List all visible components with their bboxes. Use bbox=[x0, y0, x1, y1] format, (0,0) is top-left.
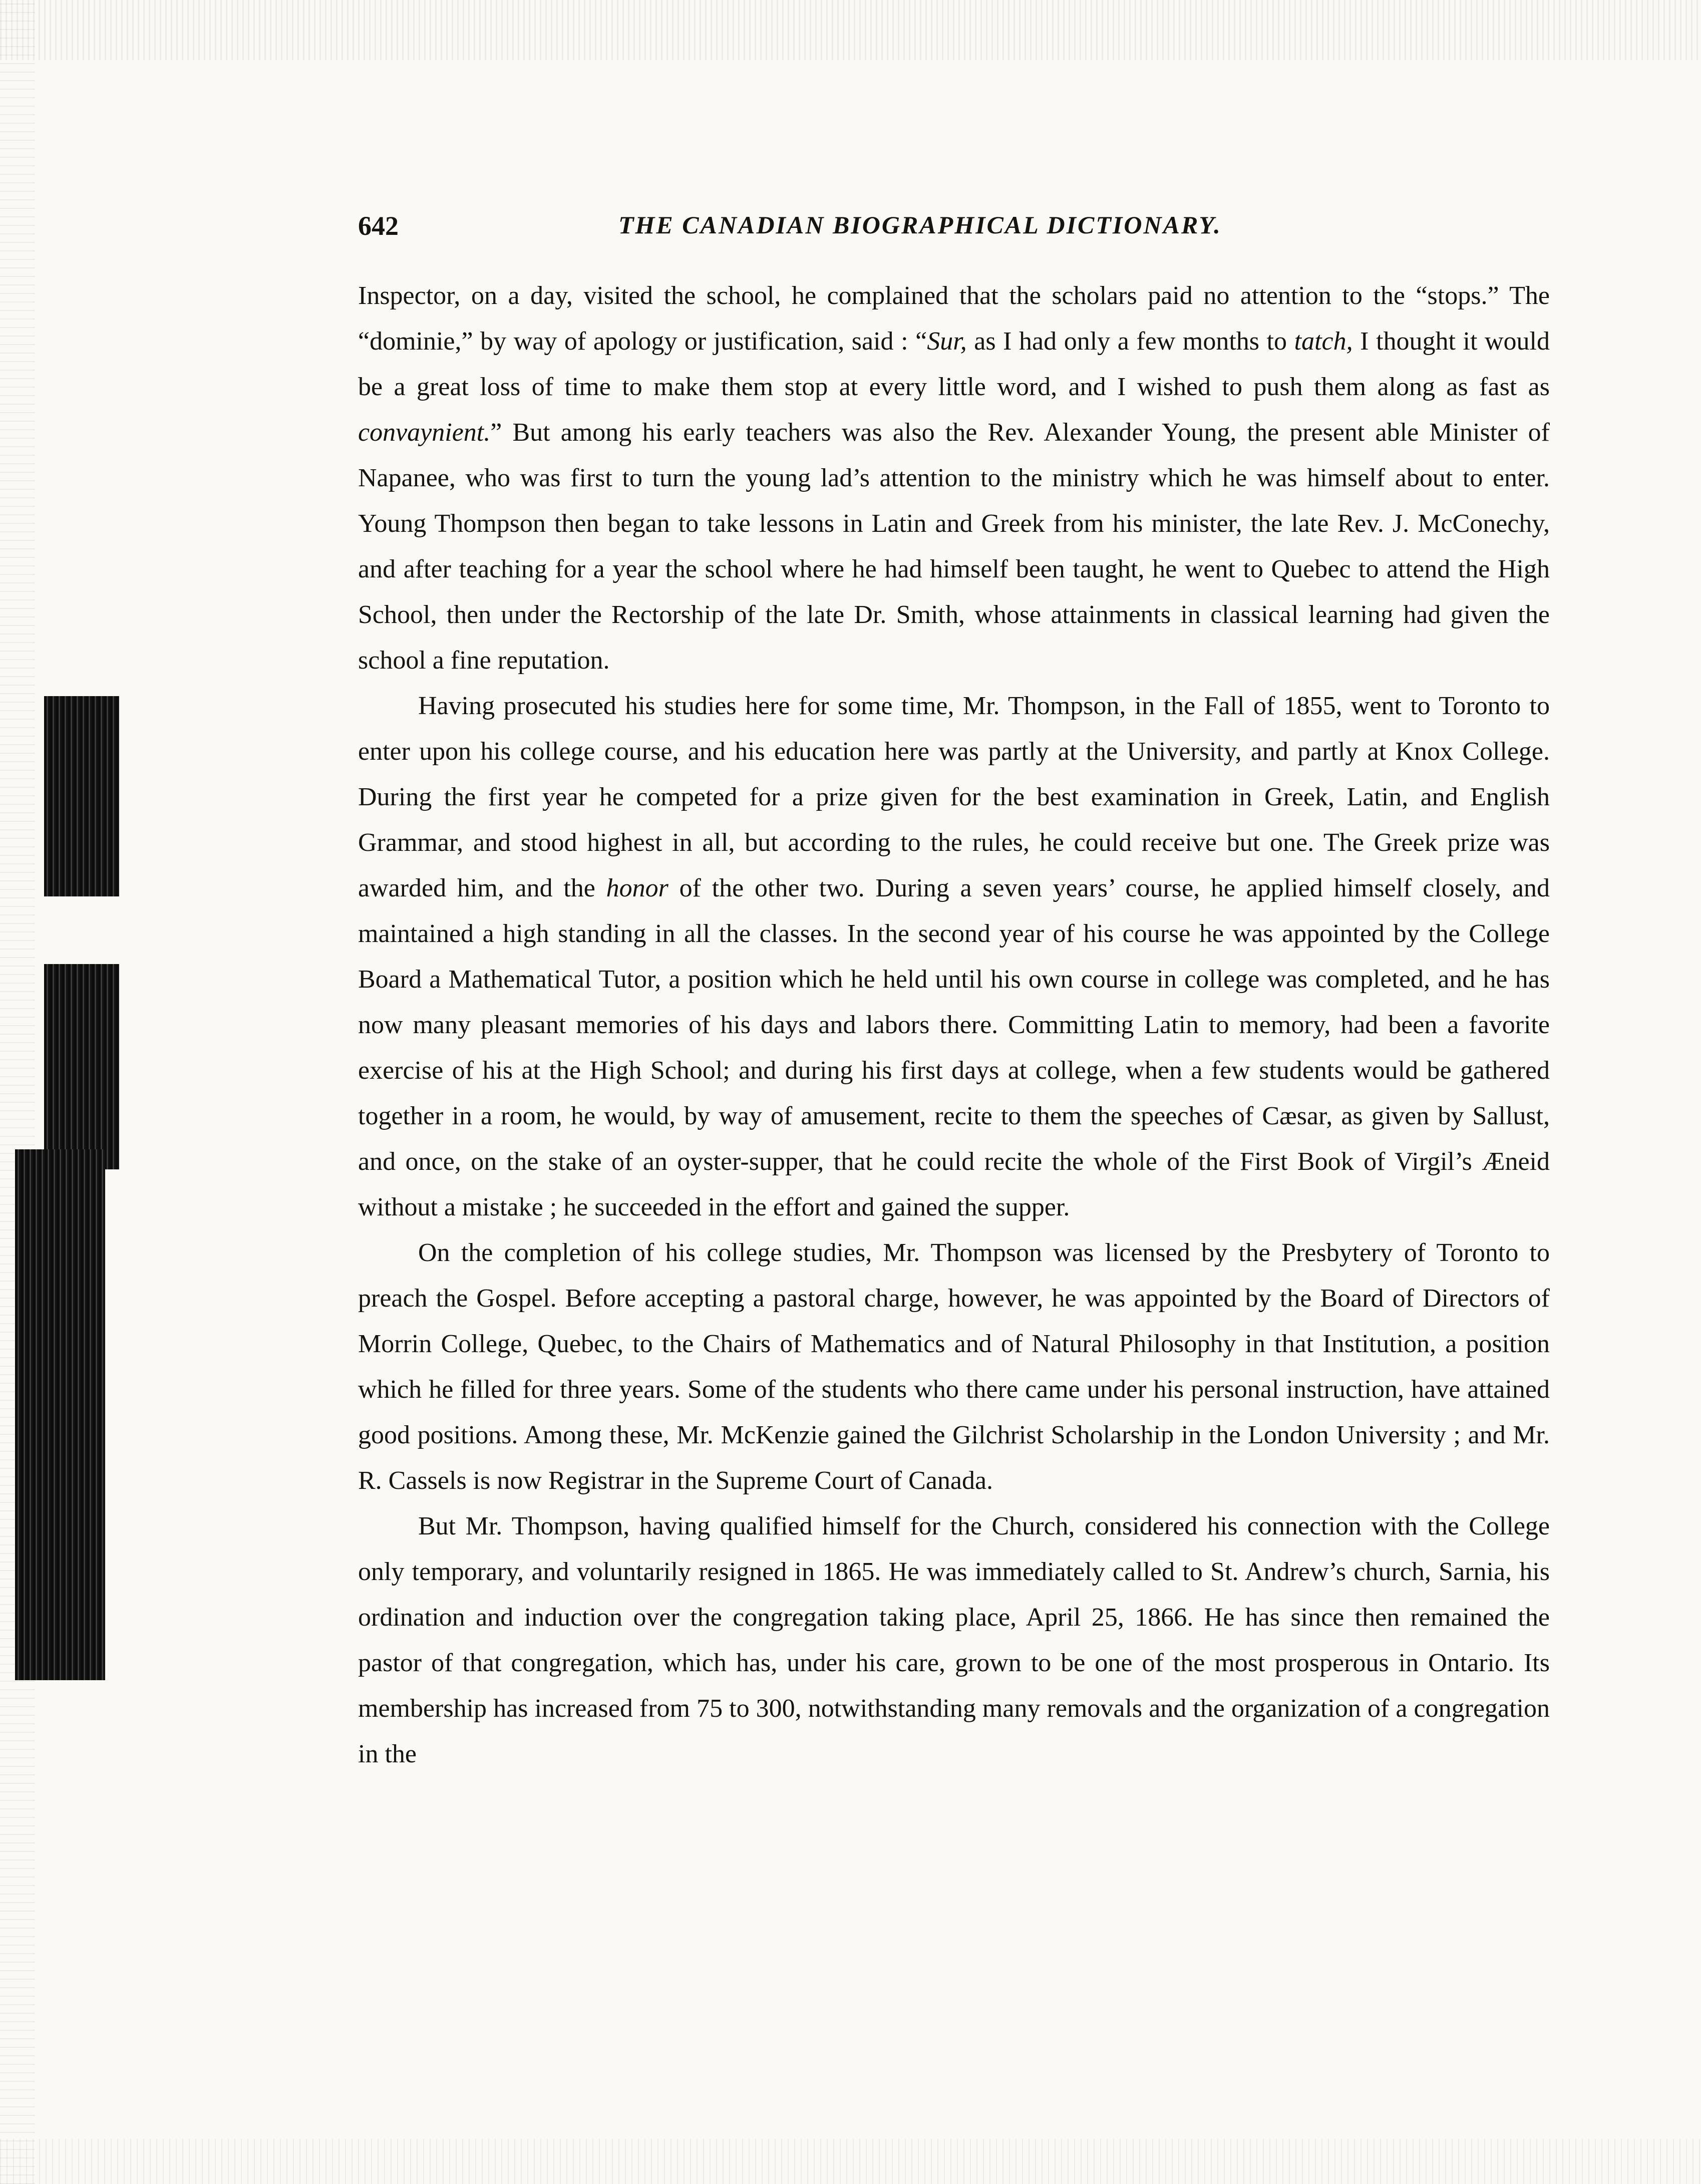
paragraph bbox=[358, 273, 1550, 683]
text-run: I thought it would be a great loss of time to make them stop at every little word, and I wished to push them along as fast as bbox=[358, 327, 1550, 401]
scan-noise-bottom bbox=[0, 2139, 1701, 2184]
binding-strip bbox=[44, 696, 119, 896]
italic-run: convaynient. bbox=[358, 418, 491, 447]
text-run: of the other two. During a seven years’ course, he applied himself closely, and maintained a high standing in all the classes. In the second year of his course he was appointed by the College Board a Mathematical Tutor, a position which he held until his own course in college was completed, and he has now many pleasant memories of his days and labors there. Committing Latin to memory, had been a favorite exercise of his at the High School; and during his first days at college, when a few students would be gathered together in a room, he would, by way of amusement, recite to them the speeches of Cæsar, as given by Sallust, and once, on the stake of an oyster-supper, that he could recite the whole of the First Book of Virgil’s Æneid without a mistake ; he succeeded in the effort and gained the supper. bbox=[358, 874, 1550, 1221]
scan-noise-left bbox=[0, 0, 35, 2184]
scan-noise-top bbox=[0, 0, 1701, 60]
paragraph bbox=[358, 1503, 1550, 1777]
body-text bbox=[358, 273, 1550, 1777]
text-run: Inspector, on a day, visited the school, he complained that the scholars paid no attention to the “stops.” The “dominie,” by way of apology or justification, said : “ bbox=[358, 281, 1550, 356]
text-run: ” But among his early teachers was also the Rev. Alexander Young, the present able Minister of Napanee, who was first to turn the young lad’s attention to the ministry which he was himself about to enter. Young Thompson then began to take lessons in Latin and Greek from his minister, the late Rev. J. McConechy, and after teaching for a year the school where he had himself been taught, he went to Quebec to attend the High School, then under the Rectorship of the late Dr. Smith, whose attainments in classical learning had given the school a fine reputation. bbox=[358, 418, 1550, 675]
text-run: Having prosecuted his studies here for some time, Mr. Thompson, in the Fall of 1855, went to Toronto to enter upon his college course, and his education here was partly at the University, and partly at Knox College. During the first year he competed for a prize given for the best examination in Greek, Latin, and English Grammar, and stood highest in all, but according to the rules, he could receive but one. The Greek prize was awarded him, and the bbox=[358, 692, 1550, 902]
paragraph bbox=[358, 683, 1550, 1230]
text-run: On the completion of his college studies, Mr. Thompson was licensed by the Presbytery of Toronto to preach the Gospel. Before accepting a pastoral charge, however, he was appointed by the Board of Directors of Morrin College, Quebec, to the Chairs of Mathematics and of Natural Philosophy in that Institution, a position which he filled for three years. Some of the students who there came under his personal instruction, have attained good positions. Among these, Mr. McKenzie gained the Gilchrist Scholarship in the London University ; and Mr. R. Cassels is now Registrar in the Supreme Court of Canada. bbox=[358, 1238, 1550, 1495]
text-run: as I had only a few months to bbox=[966, 327, 1294, 356]
running-header bbox=[358, 210, 1550, 250]
binding-strip bbox=[15, 1149, 105, 1680]
paragraph bbox=[358, 1230, 1550, 1503]
binding-strip bbox=[44, 964, 119, 1169]
page-number: 642 bbox=[358, 211, 399, 241]
running-title: THE CANADIAN BIOGRAPHICAL DICTIONARY. bbox=[618, 211, 1222, 239]
italic-run: Sur, bbox=[927, 327, 967, 356]
text-run: But Mr. Thompson, having qualified himself for the Church, considered his connection with the College only temporary, and voluntarily resigned in 1865. He was immediately called to St. Andrew’s church, Sarnia, his ordination and induction over the congregation taking place, April 25, 1866. He has since then remained the pastor of that congregation, which has, under his care, grown to be one of the most prosperous in Ontario. Its membership has increased from 75 to 300, notwithstanding many removals and the organization of a congregation in the bbox=[358, 1512, 1550, 1768]
italic-run: honor bbox=[606, 874, 668, 902]
italic-run: tatch, bbox=[1294, 327, 1353, 356]
